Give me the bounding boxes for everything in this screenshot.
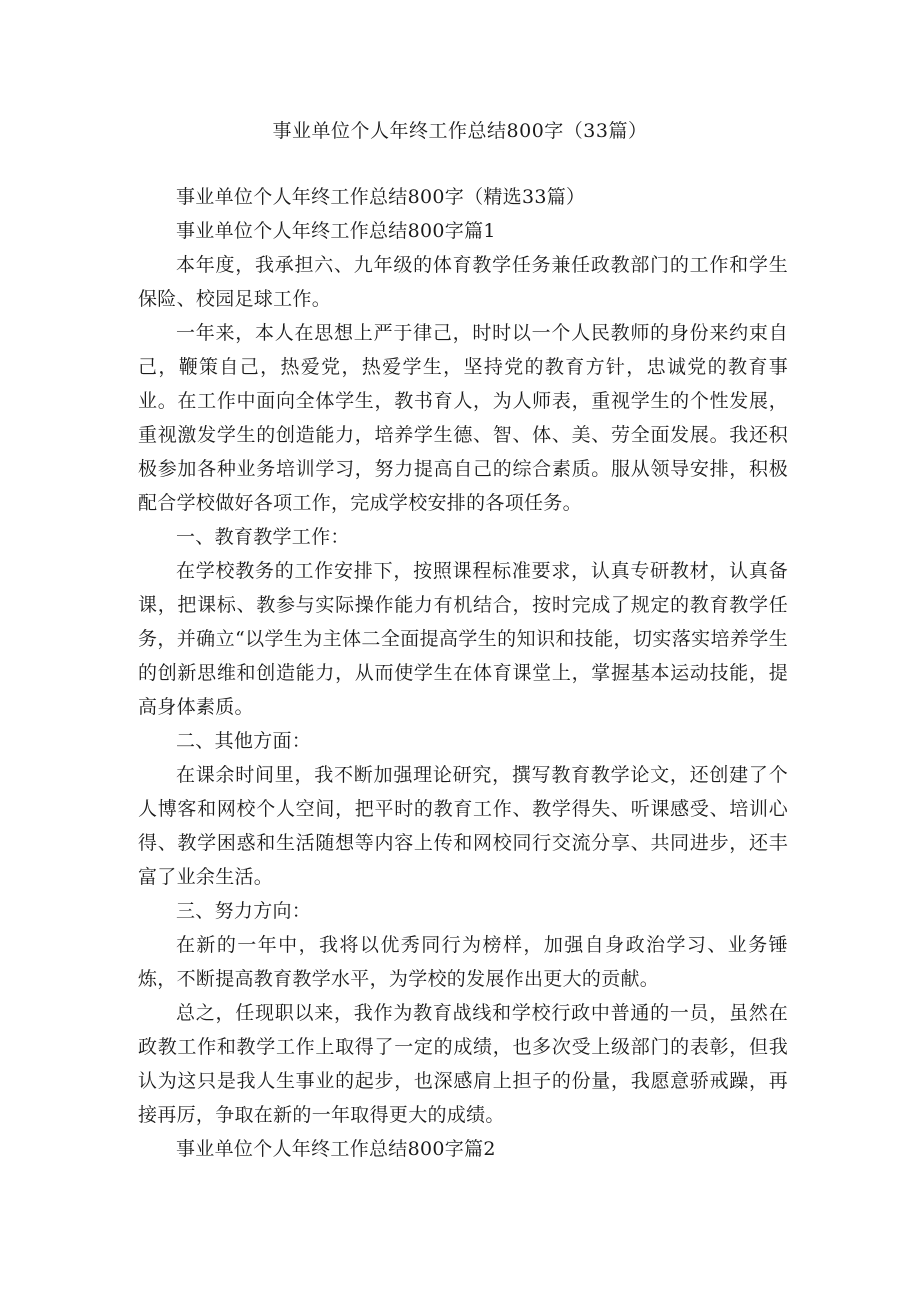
sub-heading-other: 二、其他方面： [176, 730, 312, 752]
sub-heading-teaching: 一、教育教学工作： [176, 526, 350, 548]
paragraph: 在学校教务的工作安排下，按照课程标准要求，认真专研教材，认真备课，把课标、教参与实际操作能力有机结合，按时完成了规定的教育教学任务，并确立“以学生为主体二全面提高学生的知识和技能，切实落实培养学生的创新思维和创造能力，从而使学生在体育课堂上，掌握基本运动技能，提高身体素质。 [138, 560, 788, 718]
section-heading-2: 事业单位个人年终工作总结800字篇2 [176, 1138, 496, 1160]
paragraph: 在新的一年中，我将以优秀同行为榜样，加强自身政治学习、业务锤炼，不断提高教育教学水平，为学校的发展作出更大的贡献。 [138, 934, 788, 990]
sub-heading-direction: 三、努力方向： [176, 900, 312, 922]
paragraph: 本年度，我承担六、九年级的体育教学任务兼任政教部门的工作和学生保险、校园足球工作。 [138, 254, 788, 310]
paragraph: 在课余时间里，我不断加强理论研究，撰写教育教学论文，还创建了个人博客和网校个人空间，把平时的教育工作、教学得失、听课感受、培训心得、教学困惑和生活随想等内容上传和网校同行交流分享、共同进步，还丰富了业余生活。 [138, 764, 788, 888]
subtitle-line: 事业单位个人年终工作总结800字（精选33篇） [176, 186, 586, 208]
document-body [138, 180, 788, 1166]
document-title: 事业单位个人年终工作总结800字（33篇） [272, 120, 648, 142]
paragraph: 一年来，本人在思想上严于律己，时时以一个人民教师的身份来约束自己，鞭策自己，热爱党，热爱学生，坚持党的教育方针，忠诚党的教育事业。在工作中面向全体学生，教书育人，为人师表，重视学生的个性发展，重视激发学生的创造能力，培养学生德、智、体、美、劳全面发展。我还积极参加各种业务培训学习，努力提高自己的综合素质。服从领导安排，积极配合学校做好各项工作，完成学校安排的各项任务。 [138, 322, 788, 514]
section-heading-1: 事业单位个人年终工作总结800字篇1 [176, 220, 496, 242]
paragraph: 总之，任现职以来，我作为教育战线和学校行政中普通的一员，虽然在政教工作和教学工作上取得了一定的成绩，也多次受上级部门的表彰，但我认为这只是我人生事业的起步，也深感肩上担子的份量，我愿意骄戒躁，再接再厉，争取在新的一年取得更大的成绩。 [138, 1002, 788, 1126]
